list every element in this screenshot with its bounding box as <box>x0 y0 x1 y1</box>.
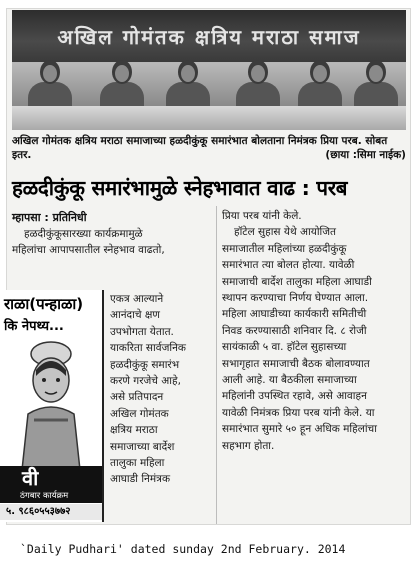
column1-line: हळदीकुंकूसारख्या कार्यक्रमामुळे <box>24 228 143 240</box>
photo-table <box>12 106 406 130</box>
column2-line: समारंभात त्या बोलत होत्या. यावेळी <box>222 259 355 272</box>
ad-subheading: कि नेपथ्य... <box>4 319 64 334</box>
column2-line: स्थापन करण्याचा निर्णय घेण्यात आला. <box>222 292 369 305</box>
column2-line: यावेळी निमंत्रक प्रिया परब यांनी केले. या <box>222 406 375 419</box>
column1-line: अखिल गोमंतक <box>110 407 169 420</box>
column2-line: सहभाग होता. <box>222 439 275 452</box>
source-note: `Daily Pudhari' dated sunday 2nd February. 2014 <box>20 542 346 556</box>
column1-line: याकरिता सार्वजनिक <box>110 342 186 355</box>
article-headline: हळदीकुंकू समारंभामुळे स्नेहभावात वाढ : परब <box>12 176 348 200</box>
column2-line: आली आहे. या बैठकीला समाजाच्या <box>222 374 357 387</box>
column2-line: समाजातील महिलांच्या हळदीकुंकू <box>222 242 347 255</box>
column1-line: असे प्रतिपादन <box>110 391 164 404</box>
column1-line: करणे गरजेचे आहे, <box>110 375 181 388</box>
photo-caption <box>12 134 406 162</box>
column2-line: प्रिया परब यांनी केले. <box>222 210 302 222</box>
column1-line: उपभोगता येतात. <box>110 325 174 338</box>
column2-line: समारंभात सुमारे ५० हून अधिक महिलांचा <box>222 423 377 436</box>
column2-line: निवड करण्यासाठी शनिवार दि. ८ रोजी <box>222 324 367 337</box>
column2-line: सायंकाळी ५ वा. हॉटेल सुहासच्या <box>222 341 347 354</box>
ad-phone: ५. ९८६०५५३७७२ <box>0 504 102 520</box>
ad-heading: राळा(पन्हाळा) <box>4 295 84 313</box>
ad-performer-image <box>14 340 88 470</box>
photo-banner-text: अखिल गोमंतक क्षत्रिय मराठा समाज <box>57 24 361 49</box>
column1-line: महिलांचा आपापसातील स्नेहभाव वाढतो, <box>12 244 165 257</box>
column2-line: महिलांनी उपस्थित रहावे, असे आवाहन <box>222 390 367 403</box>
ad-subtitle: ठंगबार कार्यक्रम <box>0 490 102 503</box>
caption-text: अखिल गोमंतक क्षत्रिय मराठा समाजाच्या हळदीकुंकू समारंभात बोलताना निमंत्रक प्रिया परब. सोबत इतर. <box>12 135 388 161</box>
column1-line: आघाडी निमंत्रक <box>110 473 171 486</box>
event-photo <box>12 10 406 130</box>
article-dateline: म्हापसा : प्रतिनिधी <box>12 211 87 224</box>
photo-banner <box>12 10 406 62</box>
column1-line: हळदीकुंकू समारंभ <box>110 358 180 371</box>
column2 <box>222 208 408 454</box>
caption-credit: (छाया :सिमा नाईक) <box>325 149 406 161</box>
column-divider <box>216 206 217 524</box>
column2-line: समाजाची बार्देश तालुका महिला आघाडी <box>222 275 372 288</box>
advertisement <box>0 290 104 522</box>
column2-line: महिला आघाडीच्या कार्यकारी समितीची <box>222 308 367 321</box>
column1-side <box>110 291 212 488</box>
column2-line: सभागृहात समाजाची बैठक बोलावण्यात <box>222 357 370 370</box>
column1-line: एकत्र आल्याने <box>110 293 164 305</box>
column2-line: हॉटेल सुहास येथे आयोजित <box>234 226 337 239</box>
column1-line: तालुका महिला <box>110 457 165 470</box>
ad-title: वी <box>0 466 102 490</box>
column1-line: आनंदाचे क्षण <box>110 309 160 322</box>
column1-line: क्षत्रिय मराठा <box>110 424 158 437</box>
column1-top <box>12 226 212 259</box>
column1-line: समाजाच्या बार्देश <box>110 440 175 453</box>
